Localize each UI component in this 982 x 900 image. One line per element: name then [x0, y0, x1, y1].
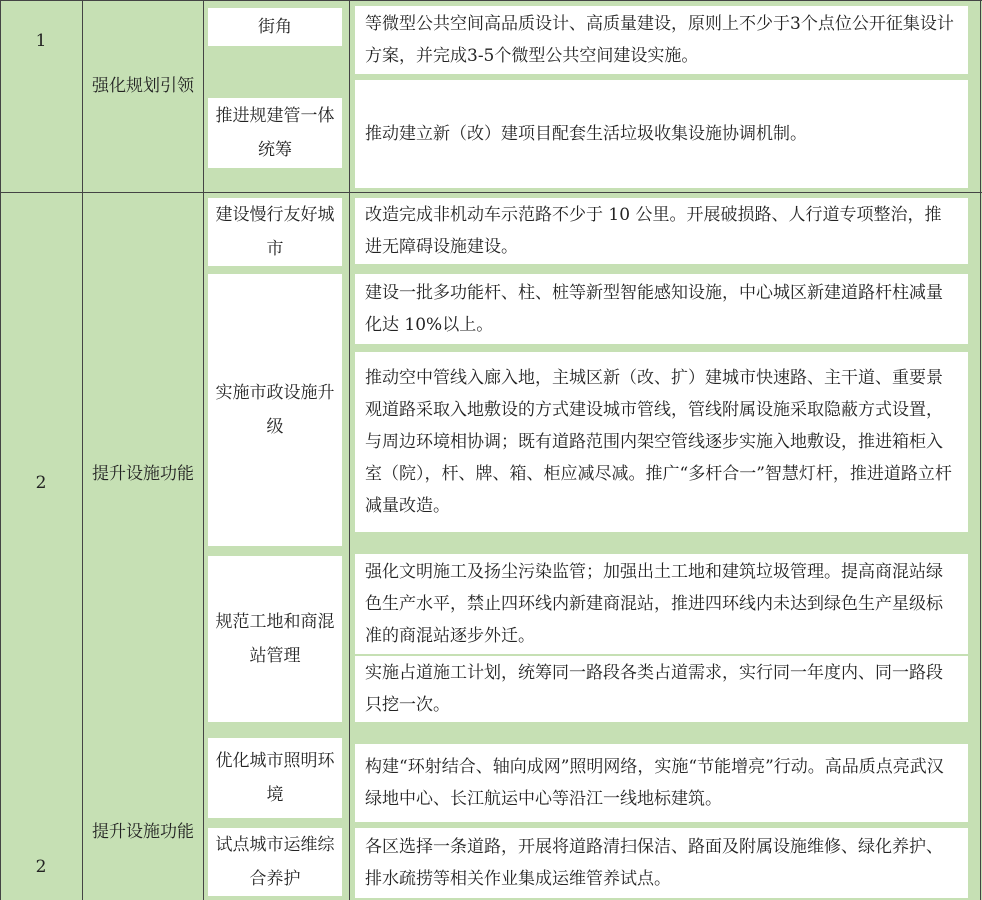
subcategory-label: 优化城市照明环境	[208, 738, 342, 818]
subcategory-label: 建设慢行友好城市	[208, 198, 342, 266]
grid-line	[0, 0, 982, 1]
subcategory-label: 推进规建管一体统筹	[208, 98, 342, 168]
category-label: 提升设施功能	[92, 464, 194, 484]
subcategory-label: 规范工地和商混站管理	[208, 556, 342, 722]
subcategory-label: 街角	[208, 8, 342, 46]
category-label: 提升设施功能	[92, 822, 194, 842]
description-cell: 各区选择一条道路，开展将道路清扫保洁、路面及附属设施维修、绿化养护、排水疏捞等相关作业集成运维管养试点。	[355, 828, 968, 898]
description-cell: 构建“环射结合、轴向成网”照明网络，实施“节能增亮”行动。高品质点亮武汉绿地中心、长江航运中心等沿江一线地标建筑。	[355, 744, 968, 822]
description-cell: 实施占道施工计划，统筹同一路段各类占道需求，实行同一年度内、同一路段只挖一次。	[355, 656, 968, 722]
description-cell: 等微型公共空间高品质设计、高质量建设，原则上不少于3个点位公开征集设计方案，并完成3-5个微型公共空间建设实施。	[355, 6, 968, 74]
grid-line	[203, 0, 204, 900]
category-label: 强化规划引领	[92, 76, 194, 96]
subcategory-label: 试点城市运维综合养护	[208, 828, 342, 896]
grid-line	[349, 0, 350, 900]
row-number: 2	[35, 473, 47, 493]
description-cell: 推动建立新（改）建项目配套生活垃圾收集设施协调机制。	[355, 80, 968, 188]
row-number: 1	[35, 31, 47, 51]
subcategory-label: 实施市政设施升级	[208, 274, 342, 546]
description-cell: 建设一批多功能杆、柱、桩等新型智能感知设施，中心城区新建道路杆柱减量化达 10%以上。	[355, 274, 968, 344]
grid-line	[82, 0, 83, 900]
description-cell: 改造完成非机动车示范路不少于 10 公里。开展破损路、人行道专项整治，推进无障碍设施建设。	[355, 198, 968, 264]
row-number: 2	[35, 857, 47, 877]
grid-line	[980, 0, 981, 900]
grid-line	[0, 0, 1, 900]
description-cell: 推动空中管线入廊入地，主城区新（改、扩）建城市快速路、主干道、重要景观道路采取入地敷设的方式建设城市管线，管线附属设施采取隐蔽方式设置，与周边环境相协调；既有道路范围内架空管线逐步实施入地敷设，推进箱柜入室（院），杆、牌、箱、柜应减尽减。推广“多杆合一”智慧灯杆，推进道路立杆减量改造。	[355, 352, 968, 532]
description-cell: 强化文明施工及扬尘污染监管；加强出土工地和建筑垃圾管理。提高商混站绿色生产水平，禁止四环线内新建商混站，推进四环线内未达到绿色生产星级标准的商混站逐步外迁。	[355, 554, 968, 654]
grid-line	[0, 192, 982, 193]
